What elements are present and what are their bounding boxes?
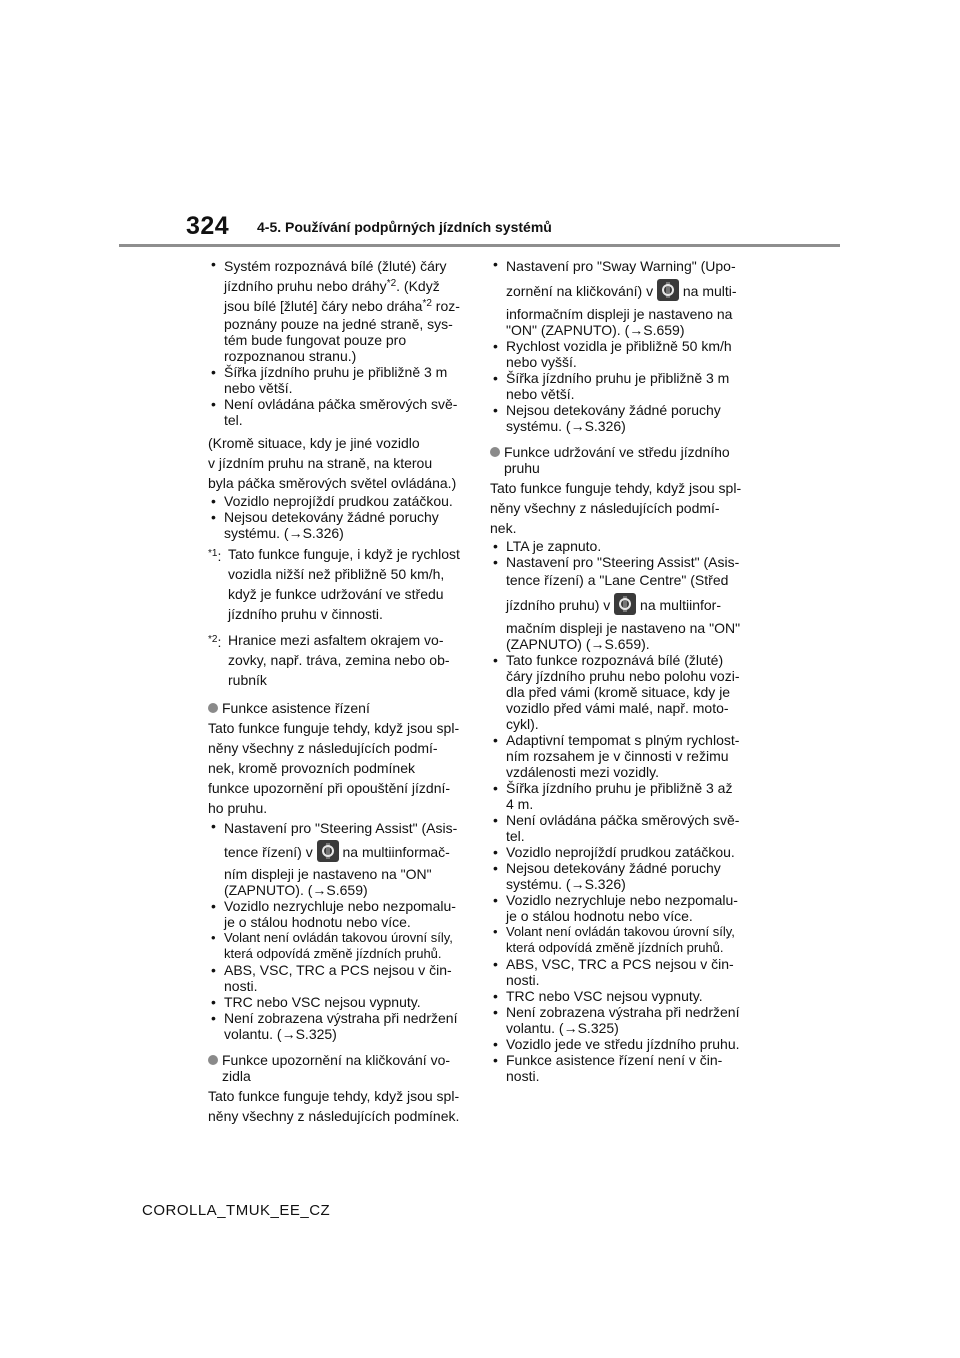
- bullet-item: [490, 924, 754, 956]
- bullet-item: [490, 554, 754, 652]
- text-line: tém bude fungovat pouze pro: [224, 332, 407, 348]
- bullet-item: [490, 732, 754, 780]
- text-line: (Kromě situace, kdy je jiné vozidlo: [208, 435, 420, 451]
- text-segment: tence řízení) v: [224, 844, 317, 860]
- text-line: nebo větší.: [224, 380, 293, 396]
- text-line: Funkce upozornění na kličkování vo-: [222, 1052, 451, 1068]
- paragraph: [490, 478, 754, 538]
- text-line: • ABS, VSC, TRC a PCS nejsou v čin-: [506, 956, 734, 972]
- bullet-item: [208, 818, 472, 898]
- text-line: Tato funkce funguje tehdy, když jsou spl-: [208, 720, 460, 736]
- text-segment: . (Když: [396, 278, 440, 294]
- text-line: • Šířka jízdního pruhu je přibližně 3 m: [224, 364, 448, 380]
- bullet-item: [490, 1004, 754, 1036]
- text-line: volantu. (→S.325): [506, 1020, 619, 1036]
- text-line: • Nastavení pro "Sway Warning" (Upo-: [506, 258, 736, 274]
- paragraph: [208, 718, 472, 818]
- text-line: nebo větší.: [506, 386, 575, 402]
- bullet-item: [490, 256, 754, 338]
- text-line: mačním displeji je nastaveno na "ON": [506, 620, 741, 636]
- footnote-mark: $^{*1}$:: [208, 548, 222, 564]
- text-line: pruhu: [504, 460, 540, 476]
- footnote: [208, 544, 472, 624]
- text-line: cykl).: [506, 716, 539, 732]
- bullet-item: [490, 1036, 754, 1052]
- text-line: informačním displeji je nastaveno na: [506, 306, 733, 322]
- text-line: • Vozidlo jede ve středu jízdního pruhu.: [506, 1036, 740, 1052]
- text-line: [224, 296, 472, 316]
- document-code: COROLLA_TMUK_EE_CZ: [142, 1202, 331, 1219]
- text-line: nebo vyšší.: [506, 354, 577, 370]
- text-line: vozidla nižší než přibližně 50 km/h,: [228, 566, 445, 582]
- text-line: • Nejsou detekovány žádné poruchy: [506, 402, 721, 418]
- text-line: vozidlo před vámi malé, např. moto-: [506, 700, 729, 716]
- text-line: Funkce asistence řízení: [222, 700, 370, 716]
- bullet-item: [490, 338, 754, 370]
- heading-dot-icon: [490, 447, 500, 457]
- text-line: nosti.: [506, 1068, 540, 1084]
- section-title: 4-5. Používání podpůrných jízdních systémů: [257, 219, 552, 235]
- text-line: ho pruhu.: [208, 800, 268, 816]
- text-line: rozpoznanou stranu.): [224, 348, 357, 364]
- bullet-item: [490, 370, 754, 402]
- text-line: • LTA je zapnuto.: [506, 538, 602, 554]
- text-line: rubník: [228, 672, 267, 688]
- text-line: volantu. (→S.325): [224, 1026, 337, 1042]
- text-line: • Vozidlo nezrychluje nebo nezpomalu-: [506, 892, 738, 908]
- bullet-item: [490, 780, 754, 812]
- text-line: systému. (→S.326): [506, 418, 626, 434]
- bullet-item: [490, 892, 754, 924]
- text-line: • ABS, VSC, TRC a PCS nejsou v čin-: [224, 962, 452, 978]
- bullet-item: [208, 994, 472, 1010]
- text-line: • Vozidlo neprojíždí prudkou zatáčkou.: [506, 844, 735, 860]
- bullet-item: [208, 396, 472, 428]
- text-line: tel.: [224, 412, 243, 428]
- text-line: ním displeji je nastaveno na "ON": [224, 866, 432, 882]
- text-line: Tato funkce funguje, i když je rychlost: [228, 546, 460, 562]
- bullet-item: [490, 812, 754, 844]
- settings-icon: [657, 279, 679, 301]
- text-line: nosti.: [506, 972, 540, 988]
- text-line: je o stálou hodnotu nebo více.: [506, 908, 693, 924]
- text-line: • Nejsou detekovány žádné poruchy: [506, 860, 721, 876]
- text-line: • Nejsou detekovány žádné poruchy: [224, 509, 439, 525]
- bullet-item: [208, 930, 472, 962]
- right-column: [490, 256, 754, 1084]
- text-line: • Šířka jízdního pruhu je přibližně 3 až: [506, 780, 733, 796]
- text-line: • Funkce asistence řízení není v čin-: [506, 1052, 723, 1068]
- text-line: • TRC nebo VSC nejsou vypnuty.: [506, 988, 703, 1004]
- header-divider: [119, 244, 840, 247]
- footnote-ref: *2: [422, 298, 432, 309]
- text-line: • Není ovládána páčka směrových svě-: [506, 812, 740, 828]
- text-line: ním rozsahem je v činnosti v režimu: [506, 748, 729, 764]
- text-segment: jízdního pruhu) v: [506, 597, 615, 613]
- text-segment: roz-: [431, 298, 460, 314]
- settings-icon: [614, 593, 636, 615]
- text-line: • Vozidlo neprojíždí prudkou zatáčkou.: [224, 493, 453, 509]
- text-line: [506, 590, 754, 620]
- bullet-item: [208, 509, 472, 541]
- text-line: (ZAPNUTO). (→S.659): [224, 882, 368, 898]
- text-line: nek.: [490, 520, 517, 536]
- text-line: "ON" (ZAPNUTO). (→S.659): [506, 322, 685, 338]
- bullet-item: [490, 1052, 754, 1084]
- text-line: něny všechny z následujících podmínek.: [208, 1108, 460, 1124]
- footnote: [208, 630, 472, 690]
- text-line: vzdálenosti mezi vozidly.: [506, 764, 660, 780]
- bullet-item: [208, 962, 472, 994]
- text-line: • TRC nebo VSC nejsou vypnuty.: [224, 994, 421, 1010]
- text-line: • Tato funkce rozpoznává bílé (žluté): [506, 652, 724, 668]
- text-line: byla páčka směrových světel ovládána.): [208, 475, 457, 491]
- text-line: • Není zobrazena výstraha při nedržení: [506, 1004, 740, 1020]
- bullet-item: [208, 493, 472, 509]
- text-line: [506, 276, 754, 306]
- text-line: je o stálou hodnotu nebo více.: [224, 914, 411, 930]
- text-segment: jsou bílé [žluté] čáry nebo dráha: [224, 298, 423, 314]
- text-line: poznány pouze na jedné straně, sys-: [224, 316, 453, 332]
- text-segment: jízdního pruhu nebo dráhy: [224, 278, 387, 294]
- paragraph: [208, 433, 472, 493]
- bullet-item: [490, 402, 754, 434]
- text-line: tel.: [506, 828, 525, 844]
- bullet-item: [490, 652, 754, 732]
- text-segment: na multiinfor-: [636, 597, 721, 613]
- text-line: dla před vámi (kromě situace, kdy je: [506, 684, 731, 700]
- bullet-item: [490, 956, 754, 988]
- footnote-ref: *2: [386, 278, 397, 289]
- bullet-item: [490, 538, 754, 554]
- bullet-item: [208, 898, 472, 930]
- text-line: funkce upozornění při opouštění jízdní-: [208, 780, 451, 796]
- text-line: • Volant není ovládán takovou úrovní síly,: [506, 924, 735, 939]
- text-line: 4 m.: [506, 796, 534, 812]
- paragraph: [208, 1086, 472, 1126]
- text-line: něny všechny z následujících podmí-: [490, 500, 720, 516]
- page-number: 324: [186, 212, 230, 240]
- text-line: • Není ovládána páčka směrových svě-: [224, 396, 458, 412]
- text-line: • Nastavení pro "Steering Assist" (Asis-: [506, 554, 740, 570]
- text-segment: zornění na kličkování) v: [506, 283, 657, 299]
- text-line: • Rychlost vozidla je přibližně 50 km/h: [506, 338, 732, 354]
- text-line: která odpovídá změně jízdních pruhů.: [224, 946, 442, 961]
- text-line: nek, kromě provozních podmínek: [208, 760, 415, 776]
- subsection-heading: [208, 700, 472, 716]
- text-line: Hranice mezi asfaltem okrajem vo-: [228, 632, 444, 648]
- text-line: • Nastavení pro "Steering Assist" (Asis-: [224, 820, 458, 836]
- text-line: • Není zobrazena výstraha při nedržení: [224, 1010, 458, 1026]
- text-line: • Vozidlo nezrychluje nebo nezpomalu-: [224, 898, 456, 914]
- text-segment: na multi-: [678, 283, 737, 299]
- text-line: • Šířka jízdního pruhu je přibližně 3 m: [506, 370, 730, 386]
- bullet-item: [208, 1010, 472, 1042]
- text-line: Tato funkce funguje tehdy, když jsou spl-: [208, 1088, 460, 1104]
- bullet-item: [208, 364, 472, 396]
- text-line: • Systém rozpoznává bílé (žluté) čáry: [224, 258, 447, 274]
- text-line: systému. (→S.326): [224, 525, 344, 541]
- text-line: která odpovídá změně jízdních pruhů.: [506, 940, 724, 955]
- text-line: v jízdním pruhu na straně, na kterou: [208, 455, 433, 471]
- settings-icon: [317, 840, 339, 862]
- text-line: [224, 276, 472, 296]
- text-line: nosti.: [224, 978, 258, 994]
- text-line: • Volant není ovládán takovou úrovní síly,: [224, 930, 453, 945]
- text-line: zidla: [222, 1068, 251, 1084]
- left-column: [208, 256, 472, 1126]
- text-line: tence řízení) a "Lane Centre" (Střed: [506, 572, 729, 588]
- text-segment: na multiinformač-: [338, 844, 450, 860]
- footnote-mark: $^{*2}$:: [208, 634, 222, 650]
- subsection-heading: [490, 444, 754, 476]
- text-line: když je funkce udržování ve středu: [228, 586, 444, 602]
- text-line: něny všechny z následujících podmí-: [208, 740, 438, 756]
- text-line: Tato funkce funguje tehdy, když jsou spl-: [490, 480, 742, 496]
- bullet-item: [208, 256, 472, 364]
- text-line: Funkce udržování ve středu jízdního: [504, 444, 730, 460]
- heading-dot-icon: [208, 1055, 218, 1065]
- text-line: (ZAPNUTO) (→S.659).: [506, 636, 650, 652]
- subsection-heading: [208, 1052, 472, 1084]
- text-line: [224, 838, 472, 866]
- text-line: • Adaptivní tempomat s plným rychlost-: [506, 732, 740, 748]
- heading-dot-icon: [208, 703, 218, 713]
- text-line: systému. (→S.326): [506, 876, 626, 892]
- bullet-item: [490, 988, 754, 1004]
- text-line: čáry jízdního pruhu nebo polohu vozi-: [506, 668, 740, 684]
- bullet-item: [490, 844, 754, 860]
- text-line: jízdního pruhu v činnosti.: [228, 606, 383, 622]
- bullet-item: [490, 860, 754, 892]
- text-line: zovky, např. tráva, zemina nebo ob-: [228, 652, 450, 668]
